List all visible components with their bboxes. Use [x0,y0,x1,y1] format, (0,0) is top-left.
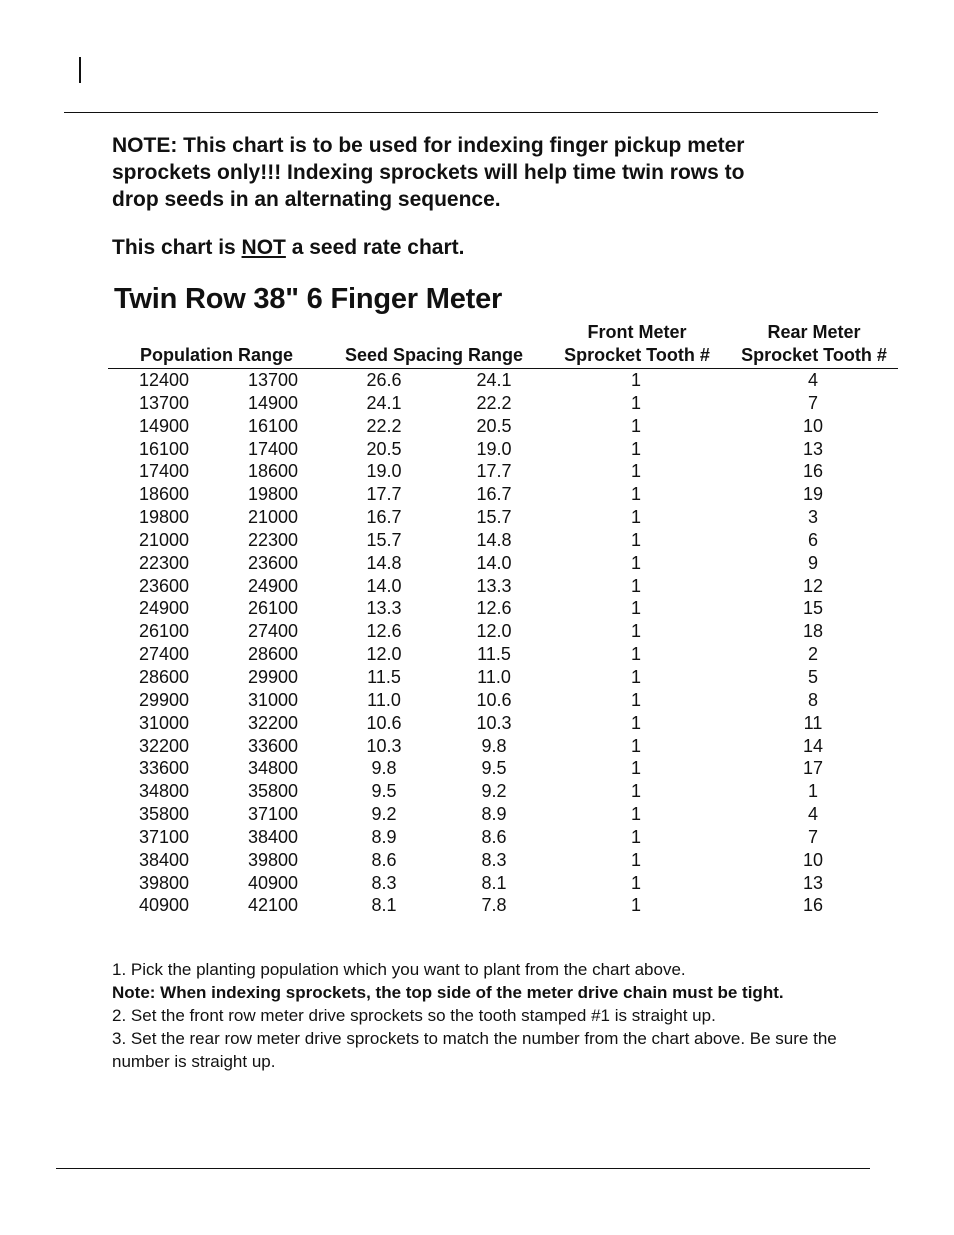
spacing-max-cell: 8.1 [371,895,397,916]
population-min-cell: 37100 [139,826,190,847]
population-min-cell: 14900 [139,415,190,436]
note-line-2: sprockets only!!! Indexing sprockets will help time twin rows to [112,161,745,184]
population-max-cell: 21000 [248,507,299,528]
population-max-cell: 38400 [248,826,299,847]
rear-tooth-cell: 4 [807,804,818,825]
table-row [0,894,954,917]
front-tooth-cell: 1 [630,644,641,665]
rear-tooth-cell: 5 [807,666,818,687]
indexing-note [112,132,812,213]
spacing-max-cell: 8.9 [371,826,397,847]
spacing-min-cell: 22.2 [476,392,512,413]
spacing-min-cell: 16.7 [476,484,512,505]
spacing-max-cell: 12.0 [366,644,402,665]
table-row [0,849,954,872]
table-row [0,780,954,803]
population-min-cell: 19800 [139,507,190,528]
rear-tooth-cell: 16 [802,461,824,482]
table-row [0,643,954,666]
spacing-max-cell: 14.0 [366,575,402,596]
front-tooth-cell: 1 [630,461,641,482]
rear-tooth-cell: 4 [807,370,818,390]
rear-tooth-cell: 12 [802,575,824,596]
rear-tooth-cell: 7 [807,392,818,413]
table-title: Twin Row 38" 6 Finger Meter [114,283,503,315]
population-min-cell: 33600 [139,758,190,779]
population-min-cell: 32200 [139,735,190,756]
population-max-cell: 40900 [248,872,299,893]
table-row [0,826,954,849]
spacing-max-cell: 8.3 [371,872,397,893]
spacing-max-cell: 13.3 [366,598,402,619]
table-row [0,483,954,506]
notice-suffix: a seed rate chart. [285,236,465,259]
rear-tooth-cell: 3 [807,507,818,528]
population-max-cell: 35800 [248,781,299,802]
population-max-cell: 28600 [248,644,299,665]
header-population: Population Range [140,345,293,365]
rear-tooth-cell: 10 [802,849,824,870]
rear-tooth-cell: 6 [807,529,818,550]
spacing-max-cell: 11.5 [367,666,401,687]
rear-tooth-cell: 13 [802,872,824,893]
table-row [0,757,954,780]
spacing-max-cell: 10.6 [366,712,402,733]
spacing-max-cell: 10.3 [366,735,402,756]
rear-tooth-cell: 9 [807,552,818,573]
instruction-note: Note: When indexing sprockets, the top side of the meter drive chain must be tight. [112,983,784,1002]
rear-tooth-cell: 13 [802,438,824,459]
population-max-cell: 13700 [248,370,299,390]
population-max-cell: 16100 [248,415,299,436]
header-rule [64,112,878,113]
note-line-1: NOTE: This chart is to be used for indexing finger pickup meter [112,134,745,157]
population-max-cell: 22300 [248,529,299,550]
rear-tooth-cell: 18 [802,621,824,642]
front-tooth-cell: 1 [630,758,641,779]
spacing-min-cell: 11.5 [477,644,511,665]
notice-emphasis: NOT [241,236,286,259]
front-tooth-cell: 1 [630,598,641,619]
instructions [112,958,872,1073]
spacing-max-cell: 19.0 [366,461,402,482]
table-row [0,620,954,643]
footer-rule [56,1168,870,1169]
spacing-min-cell: 15.7 [476,507,512,528]
population-min-cell: 16100 [139,438,190,459]
table-row [0,666,954,689]
spacing-min-cell: 12.6 [476,598,512,619]
header-front-meter: Front Meter [587,322,687,342]
notice-prefix: This chart is [112,236,242,259]
population-max-cell: 39800 [248,849,299,870]
population-max-cell: 26100 [248,598,299,619]
rear-tooth-cell: 10 [802,415,824,436]
population-min-cell: 22300 [139,552,190,573]
spacing-min-cell: 7.8 [481,895,507,916]
front-tooth-cell: 1 [630,415,641,436]
population-max-cell: 17400 [248,438,299,459]
rear-tooth-cell: 8 [807,689,818,710]
front-tooth-cell: 1 [630,621,641,642]
front-tooth-cell: 1 [630,712,641,733]
population-max-cell: 31000 [248,689,299,710]
table-row [0,438,954,461]
rear-tooth-cell: 17 [802,758,824,779]
front-tooth-cell: 1 [630,735,641,756]
rear-tooth-cell: 15 [802,598,824,619]
population-min-cell: 35800 [139,804,190,825]
population-max-cell: 19800 [248,484,299,505]
table-row [0,369,954,392]
population-max-cell: 32200 [248,712,299,733]
spacing-min-cell: 10.3 [476,712,512,733]
spacing-min-cell: 8.6 [481,826,507,847]
instruction-step-2: 2. Set the front row meter drive sprockets so the tooth stamped #1 is straight up. [112,1006,716,1025]
spacing-max-cell: 20.5 [366,438,402,459]
rear-tooth-cell: 11 [803,712,823,733]
spacing-min-cell: 12.0 [476,621,512,642]
front-tooth-cell: 1 [630,575,641,596]
front-tooth-cell: 1 [630,529,641,550]
population-max-cell: 33600 [248,735,299,756]
front-tooth-cell: 1 [630,666,641,687]
population-min-cell: 38400 [139,849,190,870]
spacing-max-cell: 9.2 [371,804,397,825]
spacing-min-cell: 20.5 [476,415,512,436]
table-row [0,552,954,575]
front-tooth-cell: 1 [630,484,641,505]
spacing-min-cell: 19.0 [476,438,512,459]
table-row [0,872,954,895]
instruction-step-3: 3. Set the rear row meter drive sprockets to match the number from the chart above. Be sure the number is straight up. [112,1029,837,1071]
rear-tooth-cell: 7 [807,826,818,847]
spacing-max-cell: 9.8 [371,758,397,779]
front-tooth-cell: 1 [630,826,641,847]
population-max-cell: 14900 [248,392,299,413]
spacing-min-cell: 13.3 [476,575,512,596]
population-max-cell: 23600 [248,552,299,573]
population-max-cell: 24900 [248,575,299,596]
table-row [0,460,954,483]
table-row [0,689,954,712]
spacing-max-cell: 26.6 [366,370,402,390]
margin-bar [79,57,81,83]
table-row [0,415,954,438]
population-min-cell: 12400 [139,370,190,390]
rear-tooth-cell: 19 [802,484,824,505]
front-tooth-cell: 1 [630,438,641,459]
front-tooth-cell: 1 [630,392,641,413]
front-tooth-cell: 1 [630,370,641,390]
spacing-min-cell: 9.5 [481,758,507,779]
spacing-min-cell: 14.8 [476,529,512,550]
front-tooth-cell: 1 [630,895,641,916]
population-min-cell: 40900 [139,895,190,916]
table-body [0,369,954,917]
table-row [0,529,954,552]
spacing-max-cell: 14.8 [366,552,402,573]
spacing-min-cell: 8.9 [481,804,507,825]
population-min-cell: 17400 [139,461,190,482]
rear-tooth-cell: 16 [802,895,824,916]
front-tooth-cell: 1 [630,872,641,893]
table-row [0,575,954,598]
spacing-min-cell: 14.0 [476,552,512,573]
header-rear-sprocket: Sprocket Tooth # [741,345,887,365]
spacing-min-cell: 8.3 [481,849,507,870]
header-seed-spacing: Seed Spacing Range [345,345,524,365]
front-tooth-cell: 1 [630,552,641,573]
population-max-cell: 42100 [248,895,299,916]
spacing-max-cell: 17.7 [366,484,402,505]
spacing-min-cell: 8.1 [481,872,507,893]
spacing-max-cell: 24.1 [366,392,402,413]
spacing-max-cell: 22.2 [366,415,402,436]
population-min-cell: 26100 [139,621,190,642]
spacing-min-cell: 24.1 [476,370,512,390]
table-row [0,392,954,415]
population-min-cell: 28600 [139,666,190,687]
front-tooth-cell: 1 [630,849,641,870]
front-tooth-cell: 1 [630,507,641,528]
population-max-cell: 18600 [248,461,299,482]
header-front-sprocket: Sprocket Tooth # [564,345,710,365]
population-min-cell: 27400 [139,644,190,665]
table-row [0,597,954,620]
population-min-cell: 24900 [139,598,190,619]
spacing-max-cell: 15.7 [366,529,402,550]
spacing-min-cell: 17.7 [476,461,512,482]
spacing-max-cell: 11.0 [367,689,401,710]
spacing-max-cell: 16.7 [366,507,402,528]
population-min-cell: 31000 [139,712,190,733]
rear-tooth-cell: 1 [807,781,818,802]
table-row [0,506,954,529]
header-rear-meter: Rear Meter [767,322,861,342]
instruction-step-1: 1. Pick the planting population which you want to plant from the chart above. [112,960,686,979]
population-max-cell: 29900 [248,666,299,687]
rear-tooth-cell: 14 [802,735,824,756]
spacing-min-cell: 9.2 [481,781,507,802]
front-tooth-cell: 1 [630,689,641,710]
table-row [0,803,954,826]
note-line-3: drop seeds in an alternating sequence. [112,188,501,211]
front-tooth-cell: 1 [630,781,641,802]
rear-tooth-cell: 2 [807,644,818,665]
population-max-cell: 37100 [248,804,299,825]
front-tooth-cell: 1 [630,804,641,825]
population-min-cell: 39800 [139,872,190,893]
spacing-max-cell: 12.6 [366,621,402,642]
table-row [0,735,954,758]
spacing-max-cell: 8.6 [371,849,397,870]
spacing-min-cell: 9.8 [481,735,507,756]
table-row [0,712,954,735]
population-min-cell: 23600 [139,575,190,596]
population-min-cell: 18600 [139,484,190,505]
population-max-cell: 34800 [248,758,299,779]
population-min-cell: 34800 [139,781,190,802]
spacing-max-cell: 9.5 [371,781,397,802]
spacing-min-cell: 10.6 [476,689,512,710]
population-min-cell: 13700 [139,392,190,413]
spacing-min-cell: 11.0 [477,666,511,687]
population-max-cell: 27400 [248,621,299,642]
population-min-cell: 21000 [139,529,190,550]
not-seed-rate-notice [112,234,464,261]
population-min-cell: 29900 [139,689,190,710]
